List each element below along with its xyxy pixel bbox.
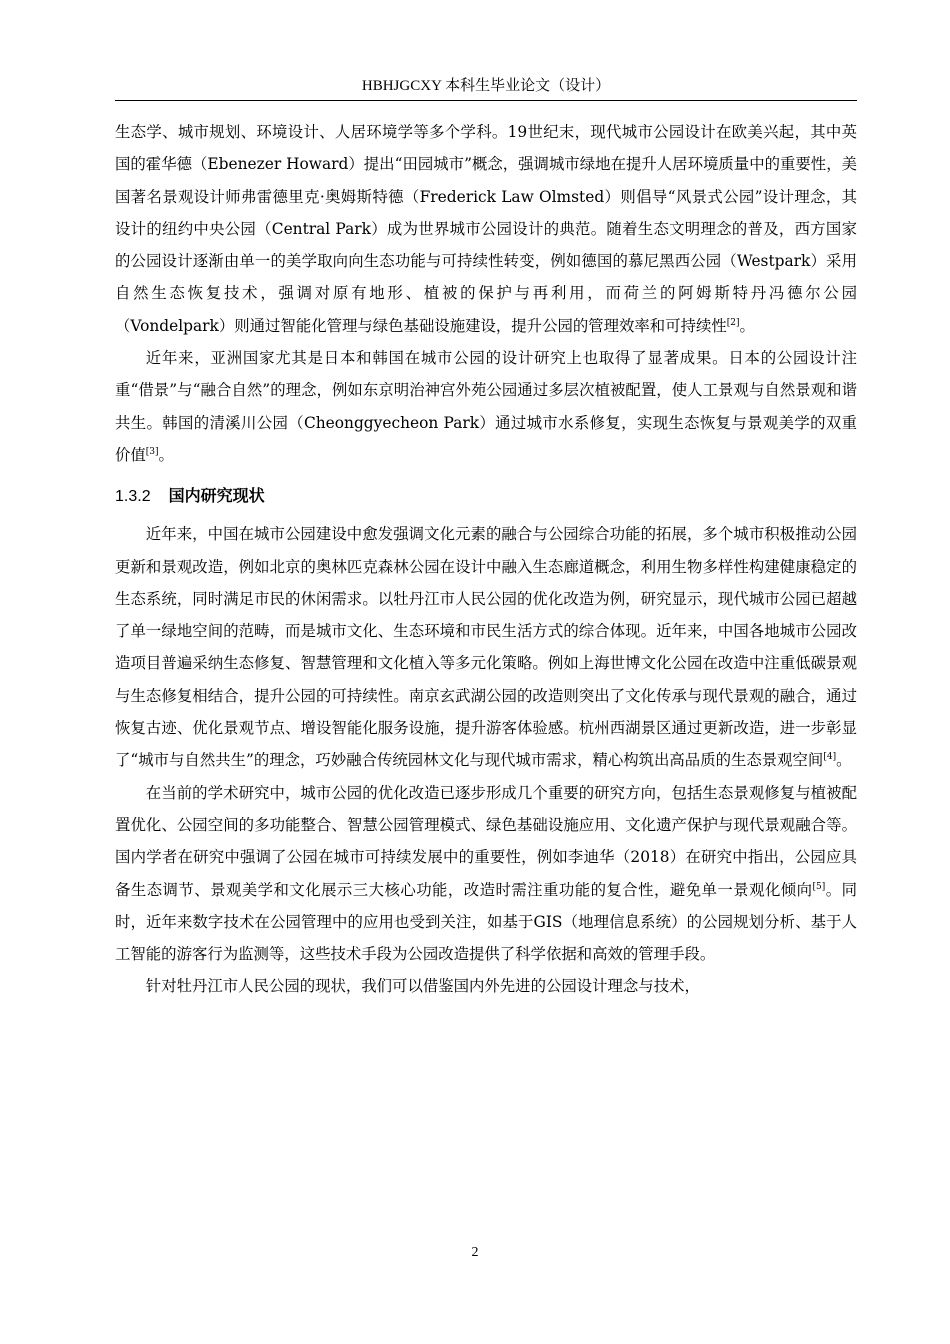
section-title: 国内研究现状	[168, 486, 265, 506]
paragraph-text: 针对牡丹江市人民公园的现状，我们可以借鉴国内外先进的公园设计理念与技术，	[145, 977, 700, 996]
paragraph-domestic-research	[115, 518, 857, 776]
page-number: 2	[471, 1245, 479, 1260]
section-heading	[115, 481, 857, 512]
paragraph-tail: 。	[739, 316, 755, 335]
citation: [3]	[145, 446, 159, 457]
paragraph-conclusion-start	[115, 970, 857, 1002]
paragraph-text: 近年来，亚洲国家尤其是日本和韩国在城市公园的设计研究上也取得了显著成果。日本的公园设计注重“借景”与“融合自然”的理念，例如东京明治神宫外苑公园通过多层次植被配置，使人工景观与自然景观和谐共生。韩国的清溪川公园（Cheonggyecheon Park）通过城市水系修复，实现生态恢复与景观美学的双重价值	[115, 349, 857, 464]
running-header: HBHJGCXY 本科生毕业论文（设计）	[361, 78, 611, 94]
paragraph-tail: 。	[158, 445, 174, 464]
paragraph-tail: 。	[836, 751, 852, 770]
paragraph-academic-directions	[115, 777, 857, 971]
citation: [5]	[812, 881, 826, 892]
citation: [2]	[726, 317, 740, 328]
paragraph-asia-research	[115, 342, 857, 471]
header-rule	[115, 100, 857, 101]
citation: [4]	[823, 752, 837, 763]
paragraph-text: 生态学、城市规划、环境设计、人居环境学等多个学科。19世纪末，现代城市公园设计在欧美兴起，其中英国的霍华德（Ebenezer Howard）提出“田园城市”概念，强调城市绿地在提升人居环境质量中的重要性，美国著名景观设计师弗雷德里克·奥姆斯特德（Frederick Law Olmsted）则倡导“风景式公园”设计理念，其设计的纽约中央公园（Central Park）成为世界城市公园设计的典范。随着生态文明理念的普及，西方国家的公园设计逐渐由单一的美学取向向生态功能与可持续性转变，例如德国的慕尼黑西公园（Westpark）采用自然生态恢复技术，强调对原有地形、植被的保护与再利用，而荷兰的阿姆斯特丹冯德尔公园（Vondelpark）则通过智能化管理与绿色基础设施建设，提升公园的管理效率和可持续性	[115, 123, 857, 335]
page-body	[115, 116, 857, 1003]
paragraph-text: 在当前的学术研究中，城市公园的优化改造已逐步形成几个重要的研究方向，包括生态景观修复与植被配置优化、公园空间的多功能整合、智慧公园管理模式、绿色基础设施应用、文化遗产保护与现代景观融合等。国内学者在研究中强调了公园在城市可持续发展中的重要性，例如李迪华（2018）在研究中指出，公园应具备生态调节、景观美学和文化展示三大核心功能，改造时需注重功能的复合性，避免单一景观化倾向	[115, 783, 857, 899]
paragraph-foreign-research	[115, 116, 857, 342]
paragraph-tail: 。同时，近年来数字技术在公园管理中的应用也受到关注，如基于GIS（地理信息系统）的公园规划分析、基于人工智能的游客行为监测等，这些技术手段为公园改造提供了科学依据和高效的管理手段。	[115, 880, 857, 964]
paragraph-text: 近年来，中国在城市公园建设中愈发强调文化元素的融合与公园综合功能的拓展，多个城市积极推动公园更新和景观改造，例如北京的奥林匹克森林公园在设计中融入生态廊道概念，利用生物多样性构建健康稳定的生态系统，同时满足市民的休闲需求。以牡丹江市人民公园的优化改造为例，研究显示，现代城市公园已超越了单一绿地空间的范畴，而是城市文化、生态环境和市民生活方式的综合体现。近年来，中国各地城市公园改造项目普遍采纳生态修复、智慧管理和文化植入等多元化策略。例如上海世博文化公园在改造中注重低碳景观与生态修复相结合，提升公园的可持续性。南京玄武湖公园的改造则突出了文化传承与现代景观的融合，通过恢复古迹、优化景观节点、增设智能化服务设施，提升游客体验感。杭州西湖景区通过更新改造，进一步彰显了“城市与自然共生”的理念，巧妙融合传统园林文化与现代城市需求，精心构筑出高品质的生态景观空间	[115, 525, 857, 770]
section-number: 1.3.2	[115, 488, 151, 506]
